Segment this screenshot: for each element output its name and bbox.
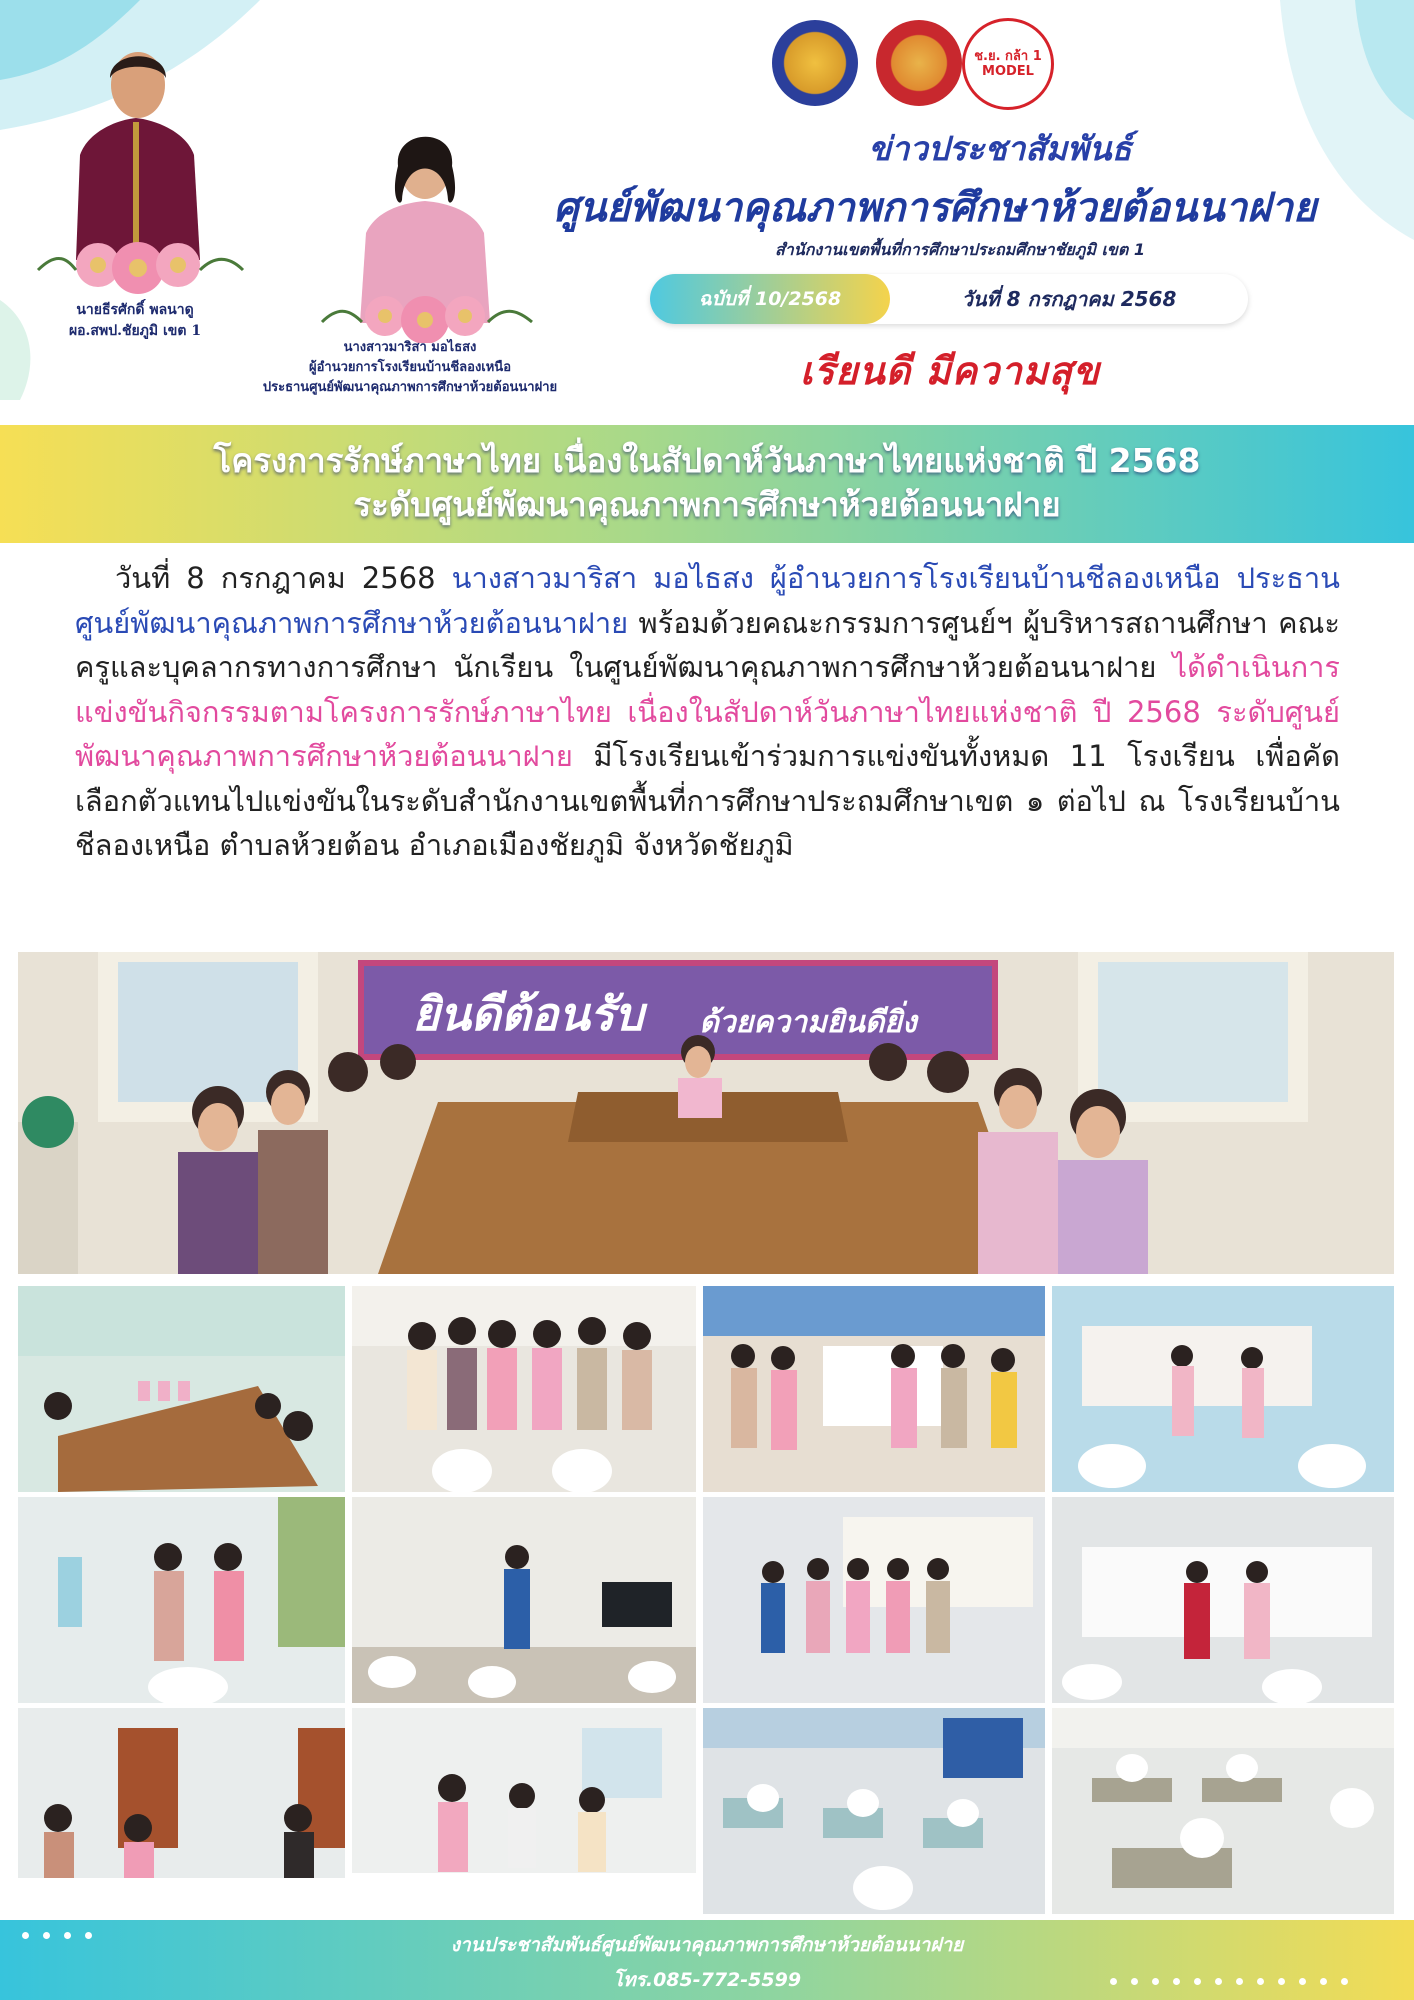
gallery-photo-1 (18, 1286, 345, 1492)
gallery-photo-4 (1052, 1286, 1394, 1492)
center-name: ศูนย์พัฒนาคุณภาพการศึกษาห้วยต้อนนาฝาย (553, 184, 1317, 231)
director-position: ผอ.สพป.ชัยภูมิ เขต 1 (68, 323, 202, 339)
gallery-photo-11 (703, 1708, 1045, 1914)
thai-education-emblem-icon (876, 20, 962, 106)
welcome-banner-sub: ด้วยความยินดียิ่ง (699, 1005, 917, 1040)
issue-number: ฉบับที่ 10/2568 (650, 274, 890, 324)
body-activity: ได้ดำเนินการแข่งขันกิจกรรมตามโครงการรักษ์ภาษาไทย เนื่องในสัปดาห์วันภาษาไทยแห่งชาติ ปี 2568 ระดับศูนย์พัฒนาคุณภาพการศึกษาห้วยต้อนนาฝาย (75, 650, 1340, 773)
news-body (75, 556, 1340, 868)
chair-position: ผู้อำนวยการโรงเรียนบ้านชีลองเหนือ (308, 360, 511, 375)
gallery-photo-5 (18, 1497, 345, 1703)
body-details: มีโรงเรียนเข้าร่วมการแข่งขันทั้งหมด 11 โรงเรียน เพื่อคัดเลือกตัวแทนไปแข่งขันในระดับสำนักงานเขตพื้นที่การศึกษาประถมศึกษาเขต ๑ ต่อไป ณ โรงเรียนบ้านชีลองเหนือ ตำบลห้วยต้อน อำเภอเมืองชัยภูมิ จังหวัดชัยภูมิ (75, 739, 1340, 862)
body-participants: พร้อมด้วยคณะกรรมการศูนย์ฯ ผู้บริหารสถานศึกษา คณะครูและบุคลากรทางการศึกษา นักเรียน ในศูนย์พัฒนาคุณภาพการศึกษาห้วยต้อนนาฝาย (75, 605, 1340, 684)
director-caption (20, 300, 250, 342)
title-banner (0, 425, 1414, 543)
gallery-photo-3 (703, 1286, 1045, 1492)
chair-caption (190, 338, 630, 398)
motto: เรียนดี มีความสุข (800, 348, 1100, 393)
obec-seal-icon (772, 20, 858, 106)
flower-decoration (38, 242, 243, 294)
welcome-banner-text: ยินดีต้อนรับ (412, 987, 644, 1041)
gallery-photo-2 (352, 1286, 696, 1492)
chair-role: ประธานศูนย์พัฒนาคุณภาพการศึกษาห้วยต้อนนาฝาย (262, 380, 558, 395)
footer-banner (0, 1920, 1414, 2000)
footer-phone: โทร.085-772-5599 (612, 1969, 802, 1991)
title-line-2: ระดับศูนย์พัฒนาคุณภาพการศึกษาห้วยต้อนนาฝาย (353, 485, 1061, 524)
director-photo (28, 20, 248, 300)
issue-info (650, 274, 1248, 324)
footer-pr-office: งานประชาสัมพันธ์ศูนย์พัฒนาคุณภาพการศึกษาห้วยต้อนนาฝาย (450, 1934, 964, 1956)
gallery-photo-10 (352, 1708, 696, 1914)
director-name: นายธีรศักดิ์ พลนาดู (76, 302, 194, 318)
title-line-1: โครงการรักษ์ภาษาไทย เนื่องในสัปดาห์วันภาษาไทยแห่งชาติ ปี 2568 (213, 441, 1201, 480)
gallery-photo-9 (18, 1708, 345, 1914)
body-chair: นางสาวมาริสา มอไธสง ผู้อำนวยการโรงเรียนบ้านชีลองเหนือ ประธานศูนย์พัฒนาคุณภาพการศึกษาห้วยต้อนนาฝาย (75, 561, 1340, 640)
main-photo (18, 952, 1394, 1274)
flower-decoration (322, 296, 532, 343)
issue-date: วันที่ 8 กรกฎาคม 2568 (961, 287, 1177, 311)
gallery-photo-8 (1052, 1497, 1394, 1703)
body-date: วันที่ 8 กรกฎาคม 2568 (115, 561, 452, 595)
pr-label: ข่าวประชาสัมพันธ์ (868, 129, 1132, 168)
office-name: สำนักงานเขตพื้นที่การศึกษาประถมศึกษาชัยภูมิ เขต 1 (775, 240, 1145, 259)
gallery-photo-6 (352, 1497, 696, 1703)
gallery-photo-7 (703, 1497, 1045, 1703)
gallery-photo-12 (1052, 1708, 1394, 1914)
chaiyaphum-model-icon: ช.ย. กล้า 1 MODEL (962, 18, 1054, 110)
chair-name: นางสาวมาริสา มอไธสง (343, 340, 477, 355)
